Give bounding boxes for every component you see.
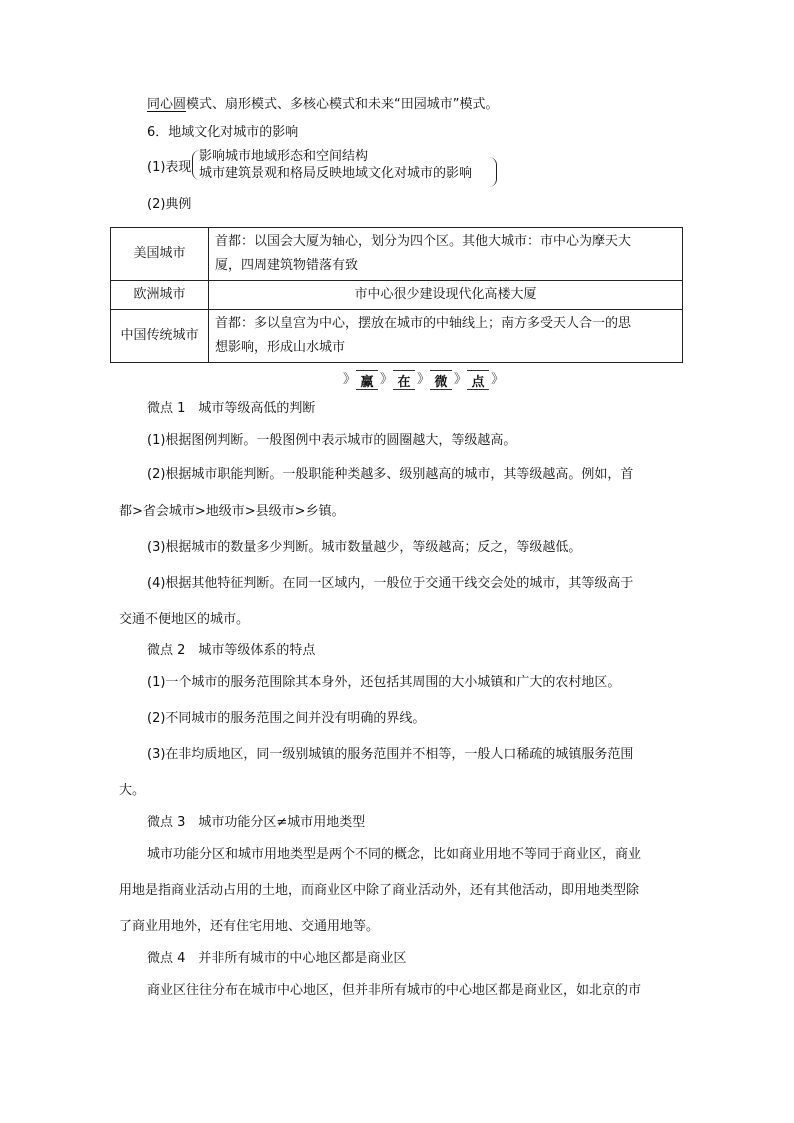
paragraph: 都>省会城市>地级市>县级市>乡镇。 — [119, 504, 345, 519]
table-row — [111, 281, 683, 310]
row-content: 首都：以国会大厦为轴心，划分为四个区。其他大城市：市中心为摩天大 厦，四周建筑物错落有致 — [209, 228, 683, 281]
paragraph: (1)一个城市的服务范围除其本身外，还包括其周围的大小城镇和广大的农村地区。 — [147, 675, 621, 690]
intro-line: 同心圆模式、扇形模式、多核心模式和未来“田园城市”模式。 — [147, 97, 499, 112]
paragraph: (2)不同城市的服务范围之间并没有明确的界线。 — [147, 711, 426, 726]
chevron-right-icon: 》 — [343, 372, 357, 387]
chevron-right-icon: 》 — [417, 372, 431, 387]
paragraph: 城市功能分区和城市用地类型是两个不同的概念，比如商业用地不等同于商业区，商业 — [147, 847, 642, 862]
micro-title: 微点 3 城市功能分区≠城市用地类型 — [147, 815, 366, 830]
paragraph: (4)根据其他特征判断。在同一区域内，一般位于交通干线交会处的城市，其等级高于 — [147, 576, 634, 591]
banner-char: 微 — [430, 370, 452, 390]
row-content: 市中心很少建设现代化高楼大厦 — [209, 281, 683, 310]
right-brace — [488, 157, 497, 187]
banner-char: 点 — [467, 370, 489, 390]
table-row — [111, 310, 683, 363]
section-title: 6．地域文化对城市的影响 — [147, 125, 299, 140]
underlined-term: 同心圆 — [147, 97, 187, 112]
paragraph: (3)根据城市的数量多少判断。城市数量越少，等级越高；反之，等级越低。 — [147, 540, 582, 555]
item1-label: (1)表现 — [147, 160, 192, 175]
item2-label: (2)典例 — [147, 197, 192, 212]
paragraph: (1)根据图例判断。一般图例中表示城市的圆圈越大，等级越高。 — [147, 433, 517, 448]
paragraph: 大。 — [119, 783, 146, 798]
row-head: 欧洲城市 — [111, 281, 209, 310]
micro-title: 微点 2 城市等级体系的特点 — [147, 643, 316, 658]
item1-line2: 城市建筑景观和格局反映地域文化对城市的影响 — [199, 166, 473, 181]
example-table — [110, 227, 683, 363]
paragraph: 交通不便地区的城市。 — [119, 612, 250, 627]
table-row — [111, 228, 683, 281]
micro-title: 微点 1 城市等级高低的判断 — [147, 401, 316, 416]
row-head: 美国城市 — [111, 228, 209, 281]
row-content: 首都：多以皇宫为中心，摆放在城市的中轴线上；南方多受天人合一的思 想影响，形成山水城市 — [209, 310, 683, 363]
banner-char: 在 — [393, 370, 415, 390]
banner-char: 赢 — [356, 370, 378, 390]
row-head: 中国传统城市 — [111, 310, 209, 363]
chevron-right-icon: 》 — [454, 372, 468, 387]
chevron-right-icon: 》 — [491, 372, 505, 387]
paragraph: 用地是指商业活动占用的土地，而商业区中除了商业活动外，还有其他活动，即用地类型除 — [119, 883, 640, 898]
micro-title: 微点 4 并非所有城市的中心地区都是商业区 — [147, 951, 407, 966]
paragraph: (3)在非均质地区，同一级别城镇的服务范围并不相等，一般人口稀疏的城镇服务范围 — [147, 747, 634, 762]
section-banner — [343, 369, 504, 391]
paragraph: 商业区往往分布在城市中心地区，但并非所有城市的中心地区都是商业区，如北京的市 — [147, 983, 642, 998]
paragraph: (2)根据城市职能判断。一般职能种类越多、级别越高的城市，其等级越高。例如，首 — [147, 467, 634, 482]
item1-line1: 影响城市地域形态和空间结构 — [199, 149, 369, 164]
paragraph: 了商业用地外，还有住宅用地、交通用地等。 — [119, 919, 380, 934]
chevron-right-icon: 》 — [380, 372, 394, 387]
